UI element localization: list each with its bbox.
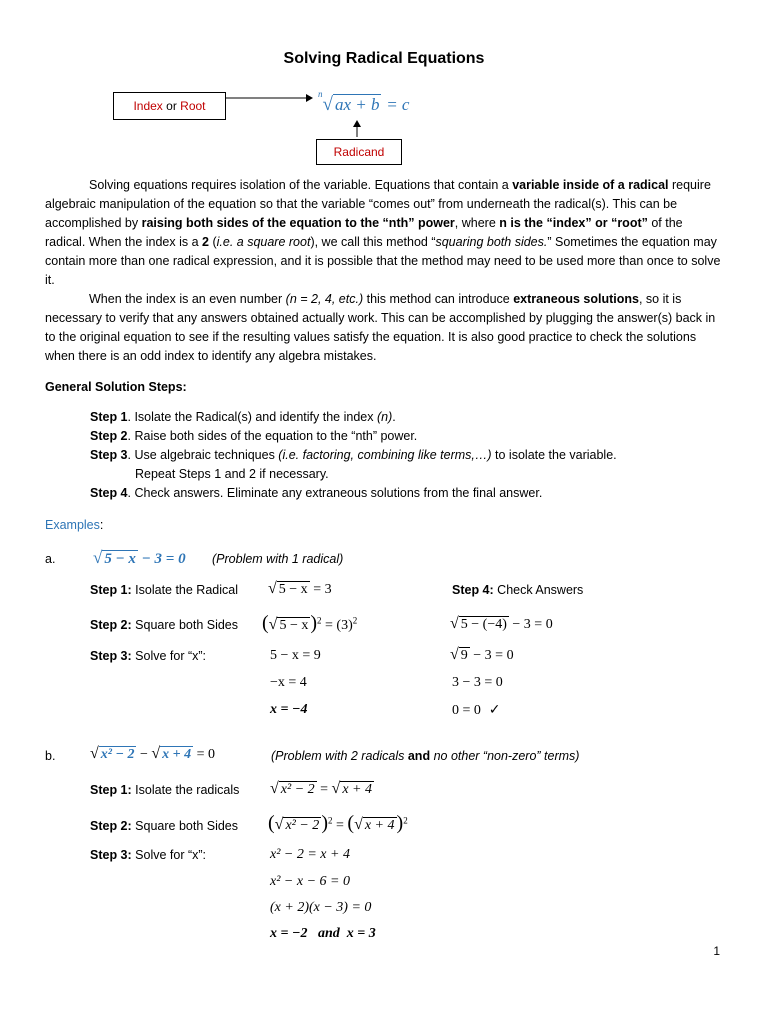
example-a-step1-math: √ 5 − x = 3 (268, 580, 332, 597)
step-1: Step 1. Isolate the Radical(s) and identify the index (n). (90, 410, 396, 424)
example-b-step3: Step 3: Solve for “x”: (90, 848, 207, 862)
example-a-step2-math: (√ 5 − x )$^2 = (3)^2$ (262, 612, 358, 634)
example-b-step1: Step 1: Isolate the radicals (90, 783, 240, 797)
intro-paragraph-1: Solving equations requires isolation of the variable. Equations that contain a variable inside of a radical require algebraic manipulation of the equation so that the variable “comes out” from underneath the radical(s). This can be accomplished by raising both sides of the equation to the “nth” power, where n is the “index” or “root” of the radical. When the index is a 2 (i.e. a square root), we call this method “squaring both sides.” Sometimes the equation may contain more than one radical expression, and it is possible that the method may need to be used more than once to solve it. (45, 178, 721, 287)
example-b-step2-math: (√ x² − 2 )$^2$ = (√ x + 4 )$^2$ (268, 812, 408, 834)
example-a-step1: Step 1: Isolate the Radical (90, 583, 238, 597)
index-label: Index (133, 99, 163, 113)
examples-heading: Examples: (45, 518, 104, 532)
example-a-check-3: 3 − 3 = 0 (452, 675, 503, 690)
or-label: or (166, 99, 177, 113)
step-2: Step 2. Raise both sides of the equation to the “nth” power. (90, 429, 418, 443)
example-a-check-1: √ 5 − (−4) − 3 = 0 (450, 615, 553, 632)
formula-rhs: = c (386, 95, 410, 114)
example-a-solve-line-1: 5 − x = 9 (270, 648, 321, 663)
example-a-solution: x = −4 (270, 702, 308, 717)
step-4: Step 4. Check answers. Eliminate any extraneous solutions from the final answer. (90, 486, 543, 500)
arrow-right-icon (224, 90, 314, 106)
root-label: Root (180, 99, 206, 113)
index-root-box (113, 92, 226, 120)
example-a-check-2: √ 9 − 3 = 0 (450, 646, 514, 663)
example-b-solution: x = −2 and x = 3 (270, 926, 376, 941)
example-b-solve-line-1: x² − 2 = x + 4 (270, 847, 350, 862)
example-a-note: (Problem with 1 radical) (212, 552, 344, 566)
step-3-repeat: Repeat Steps 1 and 2 if necessary. (135, 467, 329, 481)
radical-formula: $^n$√ ax + b = c (318, 89, 410, 115)
example-a-step2: Step 2: Square both Sides (90, 618, 239, 632)
radicand-box: Radicand (316, 139, 402, 165)
page-number: 1 (713, 944, 720, 958)
example-b-step2: Step 2: Square both Sides (90, 819, 239, 833)
example-a-check-4: 0 = 0 ✓ (452, 702, 501, 718)
arrow-up-icon (350, 119, 364, 139)
intro-paragraph-2: When the index is an even number (n = 2, 4, etc.) this method can introduce extraneous solutions, so it is necessary to verify that any answers obtained actually work. This can be accomplished by plugging the answer(s) back in to the original equation to see if the resulting values satisfy the equation. It is also good practice to check the solutions when there is an odd index to identify any algebra mistakes. (45, 292, 716, 363)
example-b-solve-line-2: x² − x − 6 = 0 (270, 874, 350, 889)
page-title: Solving Radical Equations (283, 50, 485, 67)
example-a-equation: √ 5 − x − 3 = 0 (93, 548, 186, 567)
example-a-solve-line-2: −x = 4 (270, 675, 307, 690)
example-b-step1-math: √ x² − 2 = √ x + 4 (270, 780, 372, 797)
step-3: Step 3. Use algebraic techniques (i.e. factoring, combining like terms,…) to isolate the variable. (90, 448, 617, 462)
example-b-solve-line-3: (x + 2)(x − 3) = 0 (270, 900, 372, 915)
checkmark-icon: ✓ (488, 702, 501, 718)
example-b-equation: √ x² − 2 − √ x + 4 = 0 (90, 745, 216, 762)
index-n: n (318, 89, 323, 100)
example-a-step4: Step 4: Check Answers (452, 583, 584, 597)
steps-heading: General Solution Steps: (45, 380, 187, 394)
example-b-note: (Problem with 2 radicals and no other “non-zero” terms) (271, 749, 580, 763)
radicand-expression: ax + b (334, 95, 380, 114)
example-a-letter: a. (45, 552, 56, 566)
example-a-step3: Step 3: Solve for “x”: (90, 649, 207, 663)
intro-text (45, 176, 725, 366)
example-b-letter: b. (45, 749, 56, 763)
